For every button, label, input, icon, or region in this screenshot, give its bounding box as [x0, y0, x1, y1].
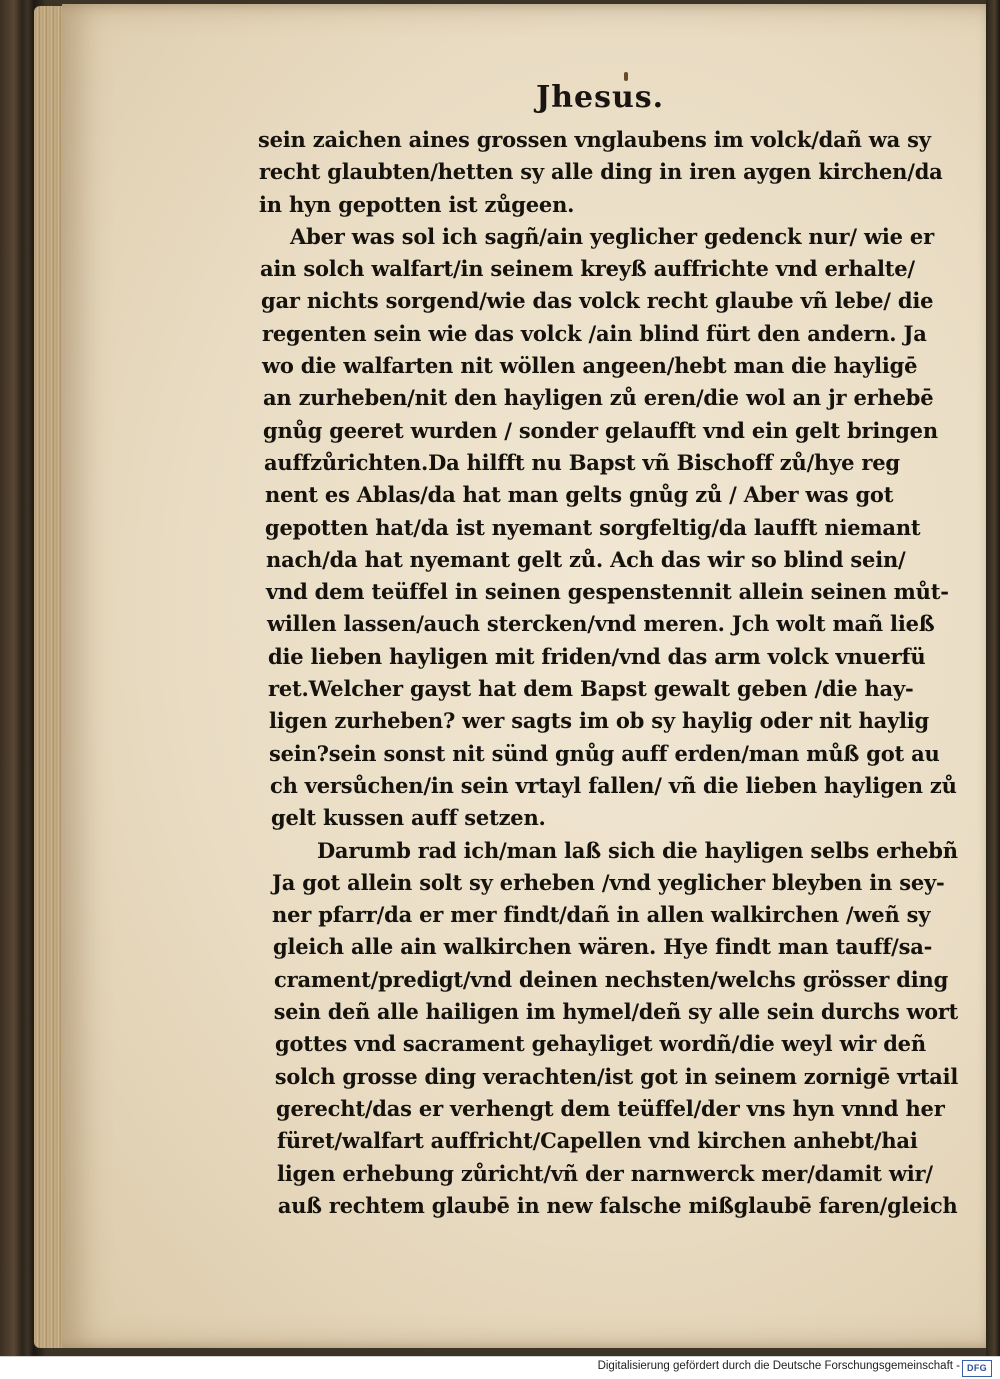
- text-line: gerecht/das er verhengt dem teüffel/der vns hyn vnnd her: [276, 1095, 945, 1121]
- text-line: regenten sein wie das volck /ain blind fürt den andern. Ja: [262, 320, 927, 346]
- text-line: Darumb rad ich/man laß sich die hayligen selbs erhebñ: [316, 837, 958, 863]
- text-line: in hyn gepotten ist zůgeen.: [259, 191, 575, 217]
- text-line: crament/predigt/vnd deinen nechsten/welchs grösser ding: [274, 966, 949, 992]
- text-line: ch versůchen/in sein vrtayl fallen/ vñ die lieben hayligen zů: [270, 772, 957, 798]
- text-line: gleich alle ain walkirchen wären. Hye findt man tauff/sa-: [273, 934, 933, 960]
- text-line: sein?sein sonst nit sünd gnůg auff erden/man můß got au: [269, 740, 940, 766]
- text-line: ligen erhebung zůricht/vñ der narnwerck mer/damit wir/: [277, 1160, 933, 1186]
- text-line: auß rechtem glaubē in new falsche mißglaubē faren/gleich: [277, 1192, 958, 1218]
- text-line: ner pfarr/da er mer findt/dañ in allen walkirchen /weñ sy: [272, 902, 931, 928]
- text-line: nent es Ablas/da hat man gelts gnůg zů / Aber was got: [265, 482, 894, 508]
- text-line: füret/walfart auffricht/Capellen vnd kirchen anhebt/hai: [277, 1128, 918, 1154]
- text-line: nach/da hat nyemant gelt zů. Ach das wir so blind sein/: [266, 546, 906, 572]
- text-line: sein deñ alle hailigen im hymel/deñ sy alle sein durchs wort: [273, 999, 959, 1025]
- page-text-block: [258, 124, 958, 1222]
- text-line: ret.Welcher gayst hat dem Bapst gewalt geben /die hay-: [268, 676, 914, 702]
- text-line: gnůg geeret wurden / sonder gelaufft vnd ein gelt bringen: [263, 417, 938, 443]
- text-line: sein zaichen aines grossen vnglaubens im volck/dañ wa sy: [258, 127, 931, 152]
- text-line: wo die walfarten nit wöllen angeen/hebt man die hayligē: [262, 353, 918, 379]
- scan-right-edge: [986, 0, 1000, 1356]
- text-line: gottes vnd sacrament gehayliget wordñ/die weyl wir deñ: [275, 1031, 926, 1057]
- dfg-logo: DFG: [962, 1360, 992, 1377]
- text-line: an zurheben/nit den hayligen zů eren/die wol an jr erhebē: [263, 385, 934, 411]
- text-line: vnd dem teüffel in seinen gespenstennit allein seinen můt-: [266, 579, 949, 605]
- text-line: Ja got allein solt sy erheben /vnd yeglicher bleyben in sey-: [272, 869, 945, 895]
- text-line: gar nichts sorgend/wie das volck recht glaube vñ lebe/ die: [261, 288, 934, 314]
- text-line: ligen zurheben? wer sagts im ob sy haylig oder nit haylig: [269, 708, 930, 734]
- text-line: die lieben hayligen mit friden/vnd das arm volck vnuerfü: [268, 643, 926, 669]
- text-line: willen lassen/auch stercken/vnd meren. Jch wolt mañ ließ: [267, 611, 935, 637]
- running-head: Jhesus.: [536, 80, 665, 115]
- text-line: gepotten hat/da ist nyemant sorgfeltig/da laufft niemant: [265, 514, 921, 540]
- text-line: Aber was sol ich sagñ/ain yeglicher gedenck nur/ wie er: [290, 223, 934, 249]
- text-line: ain solch walfart/in seinem kreyß auffrichte vnd erhalte/: [260, 256, 915, 282]
- text-line: solch grosse ding verachten/ist got in seinem zornigē vrtail: [274, 1063, 959, 1089]
- footer-bar: [0, 1356, 1000, 1379]
- text-line: auffzůrichten.Da hilfft nu Bapst vñ Bischoff zů/hye reg: [264, 449, 900, 475]
- footer-credit: Digitalisierung gefördert durch die Deutsche Forschungsgemeinschaft -: [597, 1360, 960, 1372]
- text-line: gelt kussen auff setzen.: [271, 805, 546, 831]
- text-line: recht glaubten/hetten sy alle ding in iren aygen kirchen/da: [259, 159, 943, 185]
